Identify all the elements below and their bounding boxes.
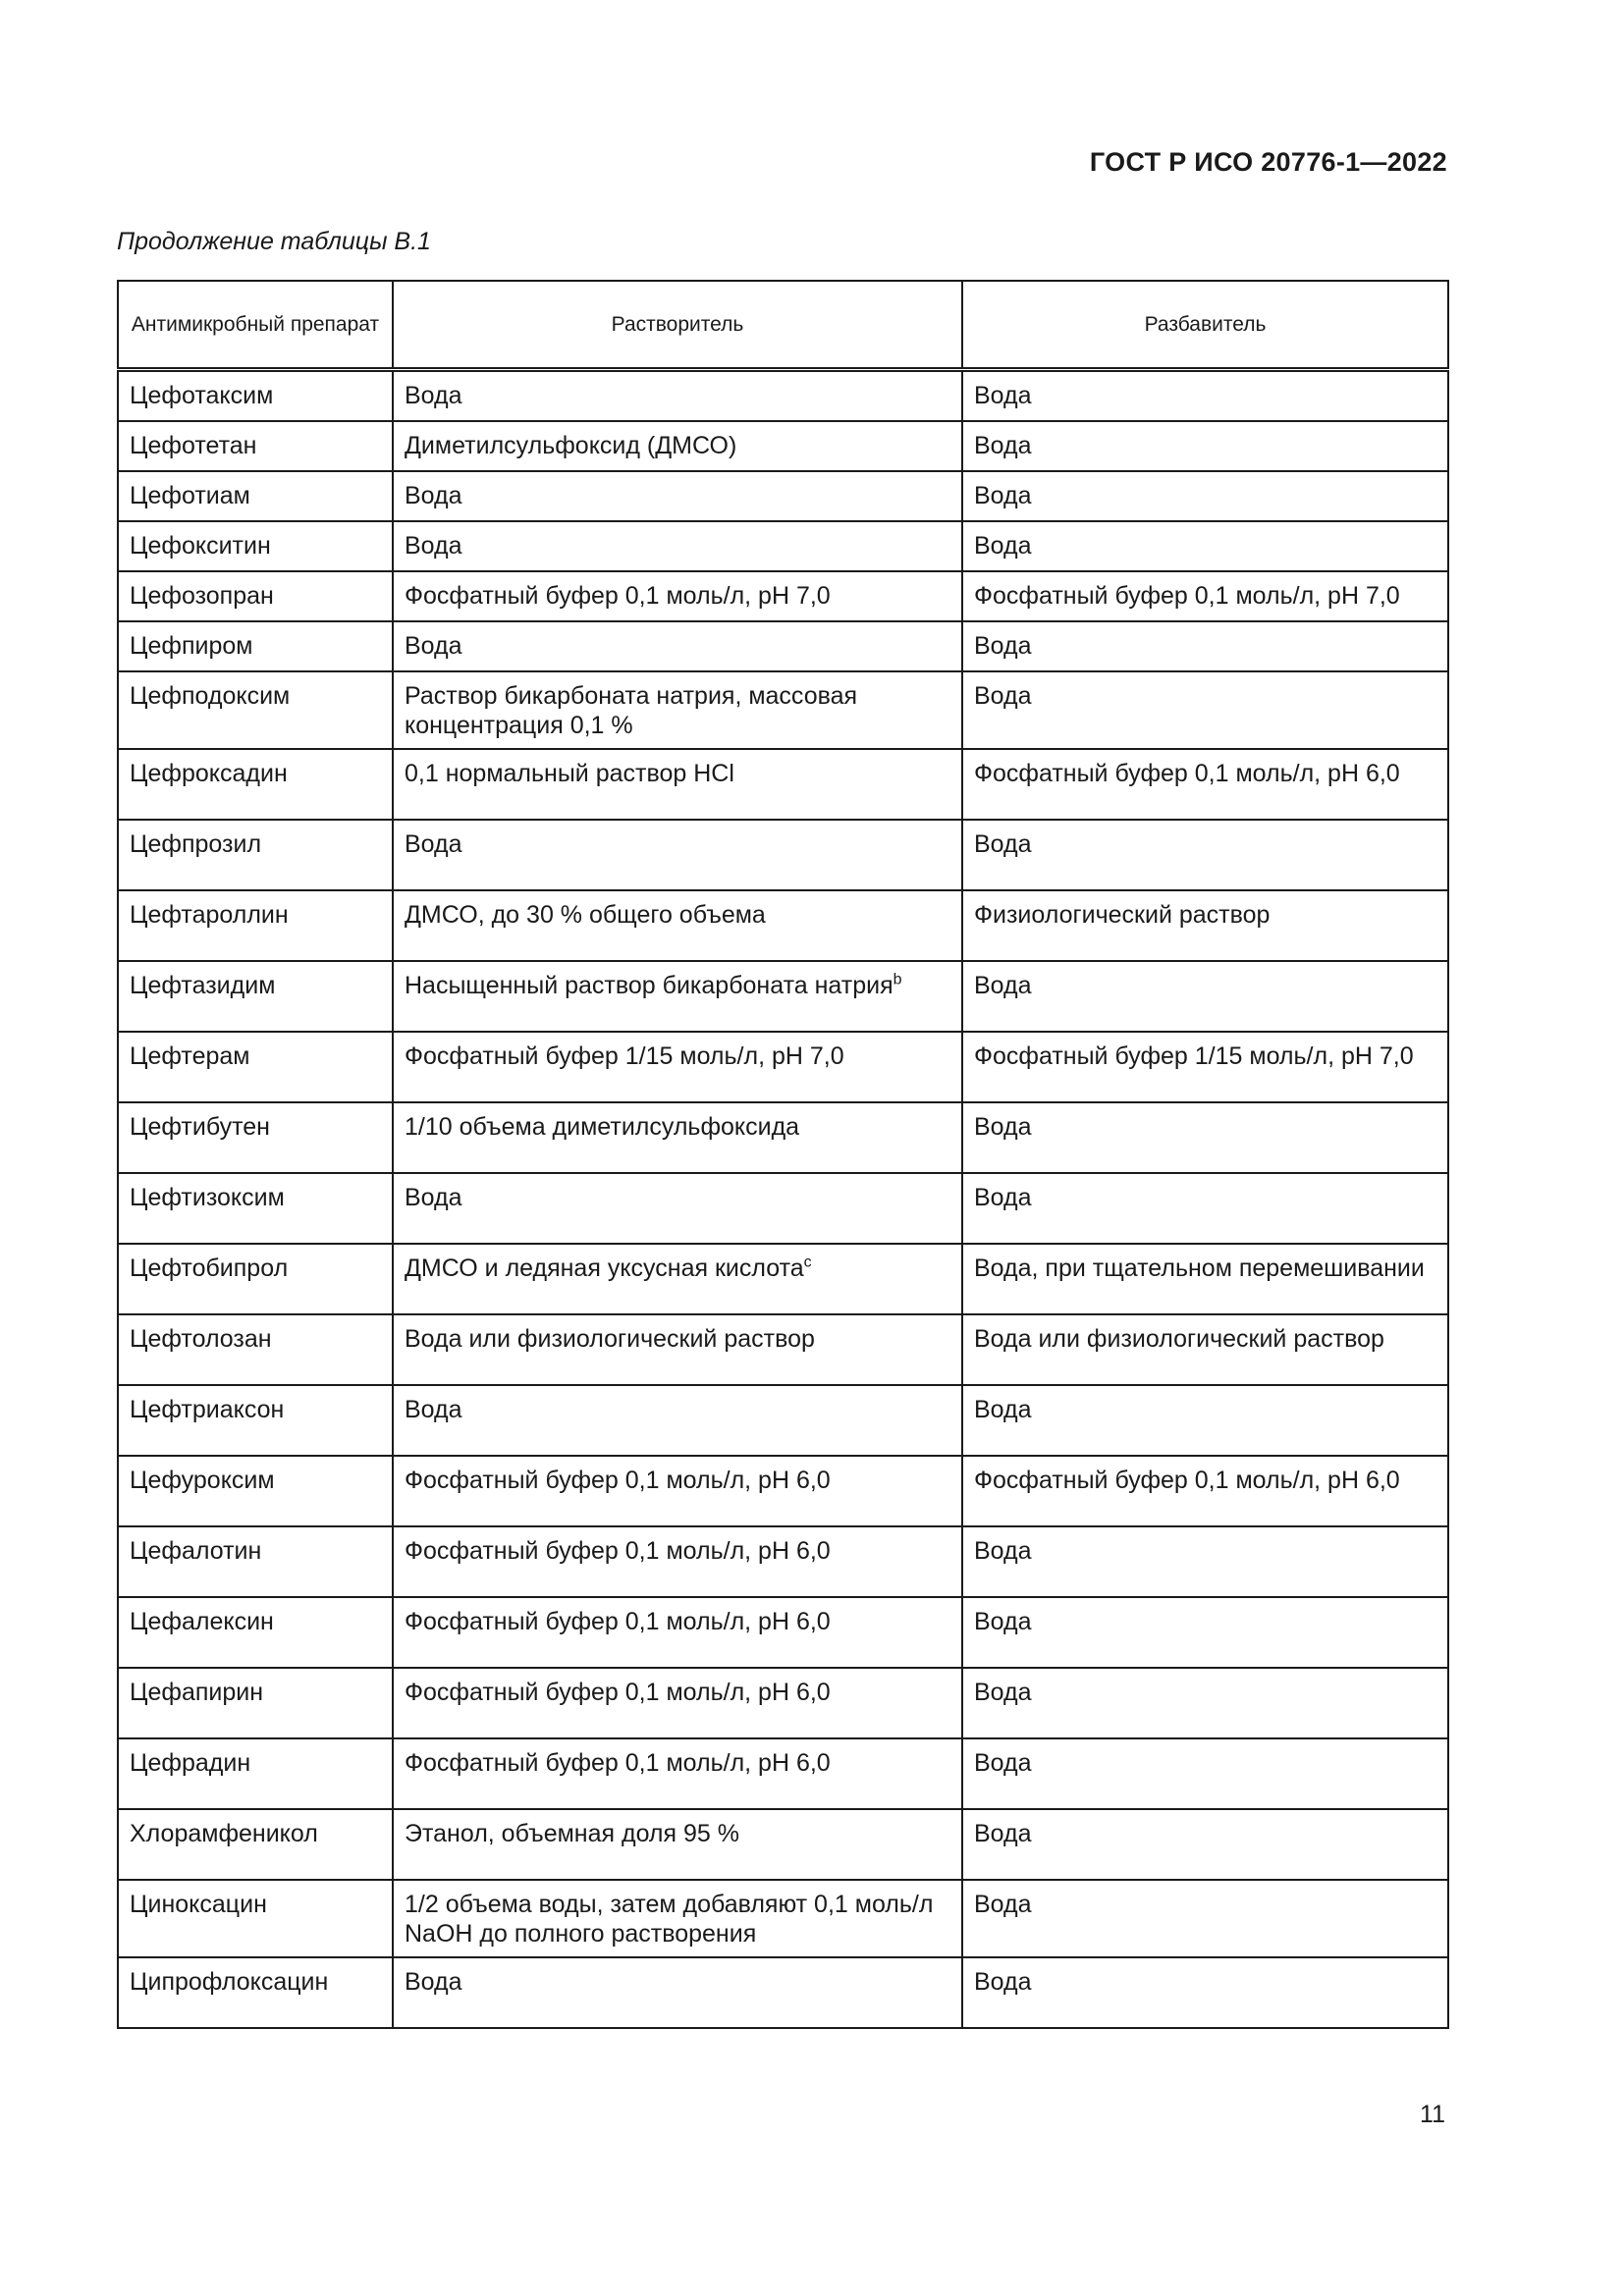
diluent-cell: Вода: [962, 1880, 1448, 1957]
table-row: [118, 890, 1448, 961]
drug-cell: Цефозопран: [118, 571, 393, 621]
column-header-drug: Антимикробный препарат: [118, 281, 393, 370]
drug-cell: Цефтибутен: [118, 1102, 393, 1173]
drug-cell: Цефроксадин: [118, 749, 393, 820]
table-row: [118, 1314, 1448, 1385]
drug-cell: Цефпиром: [118, 621, 393, 671]
drug-cell: Цефокситин: [118, 521, 393, 571]
solvent-cell: 0,1 нормальный раствор HCl: [393, 749, 962, 820]
drug-cell: Цефрадин: [118, 1738, 393, 1809]
footnote-marker: c: [803, 1254, 812, 1271]
solvent-cell: Вода: [393, 1173, 962, 1244]
diluent-cell: Вода: [962, 1668, 1448, 1738]
table-row: [118, 1385, 1448, 1456]
table-row: [118, 1809, 1448, 1880]
drug-cell: Цефтриаксон: [118, 1385, 393, 1456]
solvent-cell: Вода: [393, 370, 962, 422]
column-header-solvent: Растворитель: [393, 281, 962, 370]
diluent-cell: Фосфатный буфер 1/15 моль/л, pH 7,0: [962, 1032, 1448, 1102]
table-header-row: [118, 281, 1448, 370]
page-number: 11: [1420, 2101, 1445, 2128]
solvent-cell: Диметилсульфоксид (ДМСО): [393, 421, 962, 471]
table-row: [118, 1526, 1448, 1597]
table-row: [118, 521, 1448, 571]
diluent-cell: Вода: [962, 961, 1448, 1032]
drug-cell: Цефпрозил: [118, 820, 393, 890]
table-row: [118, 1738, 1448, 1809]
diluent-cell: Вода: [962, 1385, 1448, 1456]
solvent-cell: Раствор бикарбоната натрия, массовая концентрация 0,1 %: [393, 671, 962, 749]
solvent-cell: Вода: [393, 521, 962, 571]
diluent-cell: Вода: [962, 1173, 1448, 1244]
drug-cell: Ципрофлоксацин: [118, 1957, 393, 2028]
diluent-cell: Фосфатный буфер 0,1 моль/л, pH 6,0: [962, 1456, 1448, 1526]
diluent-cell: Вода: [962, 621, 1448, 671]
solvent-text: Насыщенный раствор бикарбоната натрия: [405, 972, 893, 999]
table-row: [118, 471, 1448, 521]
drug-cell: Цефтобипрол: [118, 1244, 393, 1314]
solvent-cell: Фосфатный буфер 0,1 моль/л, pH 6,0: [393, 1456, 962, 1526]
solvent-cell: Фосфатный буфер 0,1 моль/л, pH 7,0: [393, 571, 962, 621]
table-row: [118, 1668, 1448, 1738]
table-row: [118, 1102, 1448, 1173]
solvent-cell: Фосфатный буфер 0,1 моль/л, pH 6,0: [393, 1526, 962, 1597]
drug-cell: Цефапирин: [118, 1668, 393, 1738]
diluent-cell: Вода: [962, 1738, 1448, 1809]
table-row: [118, 1880, 1448, 1957]
diluent-cell: Вода: [962, 1102, 1448, 1173]
footnote-marker: b: [893, 971, 902, 988]
table-row: [118, 1597, 1448, 1668]
solvent-cell: Вода: [393, 471, 962, 521]
table-row: [118, 1244, 1448, 1314]
diluent-cell: Вода: [962, 471, 1448, 521]
solvent-cell: Вода: [393, 1385, 962, 1456]
document-code: ГОСТ Р ИСО 20776-1—2022: [1089, 147, 1447, 177]
table-row: [118, 1032, 1448, 1102]
table-row: [118, 671, 1448, 749]
diluent-cell: Фосфатный буфер 0,1 моль/л, pH 7,0: [962, 571, 1448, 621]
solvent-cell: Вода: [393, 820, 962, 890]
solvent-cell: ДМСО, до 30 % общего объема: [393, 890, 962, 961]
diluent-cell: Вода: [962, 1526, 1448, 1597]
drug-cell: Циноксацин: [118, 1880, 393, 1957]
drug-cell: Цефтароллин: [118, 890, 393, 961]
solvent-cell: Фосфатный буфер 0,1 моль/л, pH 6,0: [393, 1738, 962, 1809]
solvents-table: [117, 280, 1449, 2029]
drug-cell: Цефалексин: [118, 1597, 393, 1668]
drug-cell: Цефотиам: [118, 471, 393, 521]
table-row: [118, 1456, 1448, 1526]
drug-cell: Цефтазидим: [118, 961, 393, 1032]
drug-cell: Цефподоксим: [118, 671, 393, 749]
drug-cell: Цефотаксим: [118, 370, 393, 422]
diluent-cell: Вода: [962, 521, 1448, 571]
drug-cell: Цефтизоксим: [118, 1173, 393, 1244]
table-row: [118, 1957, 1448, 2028]
solvent-cell: Вода или физиологический раствор: [393, 1314, 962, 1385]
drug-cell: Цефуроксим: [118, 1456, 393, 1526]
solvent-cell: Вода: [393, 621, 962, 671]
drug-cell: Цефотетан: [118, 421, 393, 471]
solvent-text: ДМСО и ледяная уксусная кислота: [405, 1255, 804, 1282]
table-row: [118, 820, 1448, 890]
solvent-cell: Этанол, объемная доля 95 %: [393, 1809, 962, 1880]
solvent-cell: [393, 1244, 962, 1314]
diluent-cell: Физиологический раствор: [962, 890, 1448, 961]
diluent-cell: Вода: [962, 1597, 1448, 1668]
table-row: [118, 1173, 1448, 1244]
table-row: [118, 370, 1448, 422]
solvent-cell: [393, 961, 962, 1032]
table-row: [118, 961, 1448, 1032]
drug-cell: Цефтолозан: [118, 1314, 393, 1385]
table-row: [118, 621, 1448, 671]
drug-cell: Цефалотин: [118, 1526, 393, 1597]
solvent-cell: 1/2 объема воды, затем добавляют 0,1 моль/л NaOH до полного растворения: [393, 1880, 962, 1957]
table-row: [118, 749, 1448, 820]
diluent-cell: Вода, при тщательном перемешивании: [962, 1244, 1448, 1314]
table-row: [118, 421, 1448, 471]
solvent-cell: Вода: [393, 1957, 962, 2028]
diluent-cell: Вода: [962, 1809, 1448, 1880]
diluent-cell: Вода: [962, 421, 1448, 471]
drug-cell: Хлорамфеникол: [118, 1809, 393, 1880]
solvent-cell: Фосфатный буфер 0,1 моль/л, pH 6,0: [393, 1597, 962, 1668]
solvent-cell: Фосфатный буфер 0,1 моль/л, pH 6,0: [393, 1668, 962, 1738]
column-header-diluent: Разбавитель: [962, 281, 1448, 370]
drug-cell: Цефтерам: [118, 1032, 393, 1102]
diluent-cell: Вода: [962, 820, 1448, 890]
table-row: [118, 571, 1448, 621]
diluent-cell: Вода или физиологический раствор: [962, 1314, 1448, 1385]
diluent-cell: Вода: [962, 1957, 1448, 2028]
solvent-cell: 1/10 объема диметилсульфоксида: [393, 1102, 962, 1173]
diluent-cell: Фосфатный буфер 0,1 моль/л, pH 6,0: [962, 749, 1448, 820]
solvent-cell: Фосфатный буфер 1/15 моль/л, pH 7,0: [393, 1032, 962, 1102]
diluent-cell: Вода: [962, 370, 1448, 422]
table-continuation-label: Продолжение таблицы В.1: [117, 228, 431, 255]
diluent-cell: Вода: [962, 671, 1448, 749]
